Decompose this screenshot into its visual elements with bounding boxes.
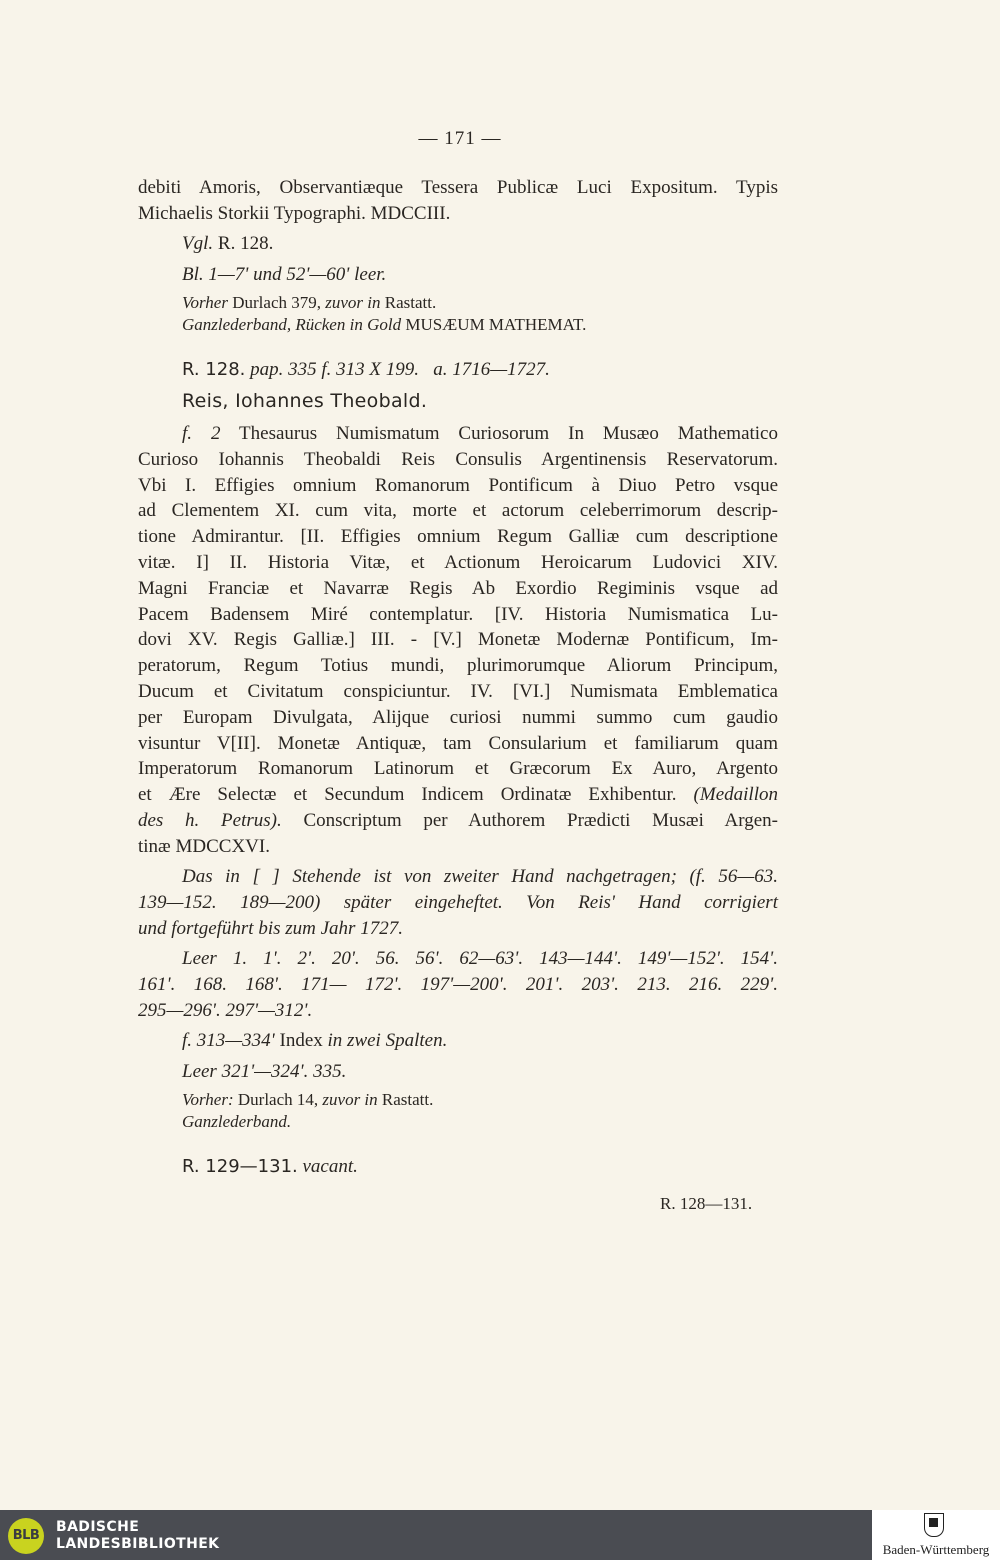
text-line: debiti Amoris, Observantiæque Tessera Publicæ Luci Expositum. Typis bbox=[138, 177, 778, 198]
state-logo[interactable] bbox=[872, 1510, 1000, 1560]
intro-paragraph bbox=[138, 175, 778, 227]
entry-date: a. 1716—1727. bbox=[433, 359, 550, 380]
library-name[interactable]: BADISCHE LANDESBIBLIOTHEK bbox=[56, 1519, 220, 1552]
text-line: Leer 1. 1'. 2'. 20'. 56. 56'. 62—63'. 143—144'. 149'—152'. 154'. bbox=[182, 948, 778, 969]
blank-leaves-note: Bl. 1—7' und 52'—60' leer. bbox=[182, 264, 387, 285]
index-note: f. 313—334' Index in zwei Spalten. bbox=[182, 1030, 448, 1051]
vgl-label: Vgl. bbox=[182, 233, 214, 254]
hand-note bbox=[138, 864, 778, 941]
author-heading: Reis, Iohannes Theobald. bbox=[182, 390, 428, 412]
text-line: visuntur V[II]. Monetæ Antiquæ, tam Consularium et familiarum quam bbox=[138, 732, 778, 754]
provenance-2: Vorher: Durlach 14, zuvor in Rastatt. Ganzlederband. bbox=[138, 1089, 778, 1133]
text-line: 295—296'. 297'—312'. bbox=[138, 999, 313, 1021]
text-line: Michaelis Storkii Typographi. MDCCIII. bbox=[138, 202, 451, 224]
text-line: Magni Franciæ et Navarræ Regis Ab Exordio Regiminis vsque ad bbox=[138, 577, 778, 599]
entry-r128-header bbox=[138, 357, 778, 383]
text-line: vitæ. I] II. Historia Vitæ, et Actionum Heroicarum Ludovici XIV. bbox=[138, 551, 778, 573]
blb-logo-icon[interactable]: BLB bbox=[8, 1518, 44, 1554]
text-line: Curioso Iohannis Theobaldi Reis Consulis Argentinensis Reservatorum. bbox=[138, 448, 778, 470]
provenance-1: Vorher Durlach 379, zuvor in Rastatt. Ganzlederband, Rücken in Gold MUSÆUM MATHEMAT. bbox=[138, 292, 778, 336]
entry-physical: pap. 335 f. 313 X 199. bbox=[250, 359, 420, 380]
text-line: Das in [ ] Stehende ist von zweiter Hand nachgetragen; (f. 56—63. bbox=[182, 866, 778, 887]
text-line: Ducum et Civitatum conspiciuntur. IV. [VI.] Numismata Emblematica bbox=[138, 680, 778, 702]
entry-title-paragraph bbox=[138, 421, 778, 860]
page-number: — 171 — bbox=[418, 128, 502, 149]
binding-2: Ganzlederband. bbox=[182, 1112, 292, 1131]
text-line: 161'. 168. 168'. 171— 172'. 197'—200'. 201'. 203'. 213. 216. 229'. bbox=[138, 973, 778, 995]
cross-reference bbox=[138, 231, 778, 257]
text-line: tinæ MDCCXVI. bbox=[138, 835, 270, 857]
state-label: Baden-Württemberg bbox=[882, 1542, 990, 1557]
coat-of-arms-icon bbox=[924, 1513, 944, 1537]
entry-signature: R. 129—131. bbox=[182, 1156, 298, 1177]
text-line: dovi XV. Regis Galliæ.] III. - [V.] Monetæ Modernæ Pontificum, Im- bbox=[138, 629, 778, 651]
text-line: per Europam Divulgata, Alijque curiosi nummi summo cum gaudio bbox=[138, 706, 778, 728]
text-line: ad Clementem XI. cum vita, morte et actorum celeberrimorum descrip- bbox=[138, 500, 778, 522]
text-line: f. 2 Thesaurus Numismatum Curiosorum In Musæo Mathematico bbox=[182, 423, 778, 444]
entry-signature: R. 128. bbox=[182, 359, 246, 380]
text-line: tione Admirantur. [II. Effigies omnium Regum Galliæ cum descriptione bbox=[138, 526, 778, 548]
binding-1: Ganzlederband, Rücken in Gold MUSÆUM MATHEMAT. bbox=[182, 315, 587, 334]
text-line: et Ære Selectæ et Secundum Indicem Ordinatæ Exhibentur. (Medaillon bbox=[138, 784, 778, 806]
text-line: Imperatorum Romanorum Latinorum et Græcorum Ex Auro, Argento bbox=[138, 758, 778, 780]
vgl-reference: R. 128. bbox=[217, 233, 274, 254]
blank-leaves-list bbox=[138, 946, 778, 1023]
footer-bar bbox=[0, 1510, 1000, 1560]
text-line: peratorum, Regum Totius mundi, plurimorumque Aliorum Principum, bbox=[138, 655, 778, 677]
entry-r129-131: R. 129—131. vacant. bbox=[182, 1156, 358, 1177]
text-line: Pacem Badensem Miré contemplatur. [IV. Historia Numismatica Lu- bbox=[138, 603, 778, 625]
text-line: und fortgeführt bis zum Jahr 1727. bbox=[138, 917, 403, 939]
text-line: Vbi I. Effigies omnium Romanorum Pontificum à Diuo Petro vsque bbox=[138, 474, 778, 496]
text-line: 139—152. 189—200) später eingeheftet. Von Reis' Hand corrigiert bbox=[138, 891, 778, 913]
range-note: R. 128—131. bbox=[660, 1194, 753, 1213]
blank-leaves-2: Leer 321'—324'. 335. bbox=[182, 1061, 347, 1082]
entry-author bbox=[138, 389, 778, 415]
text-line: des h. Petrus). Conscriptum per Authorem Prædicti Musæi Argen- bbox=[138, 809, 778, 831]
